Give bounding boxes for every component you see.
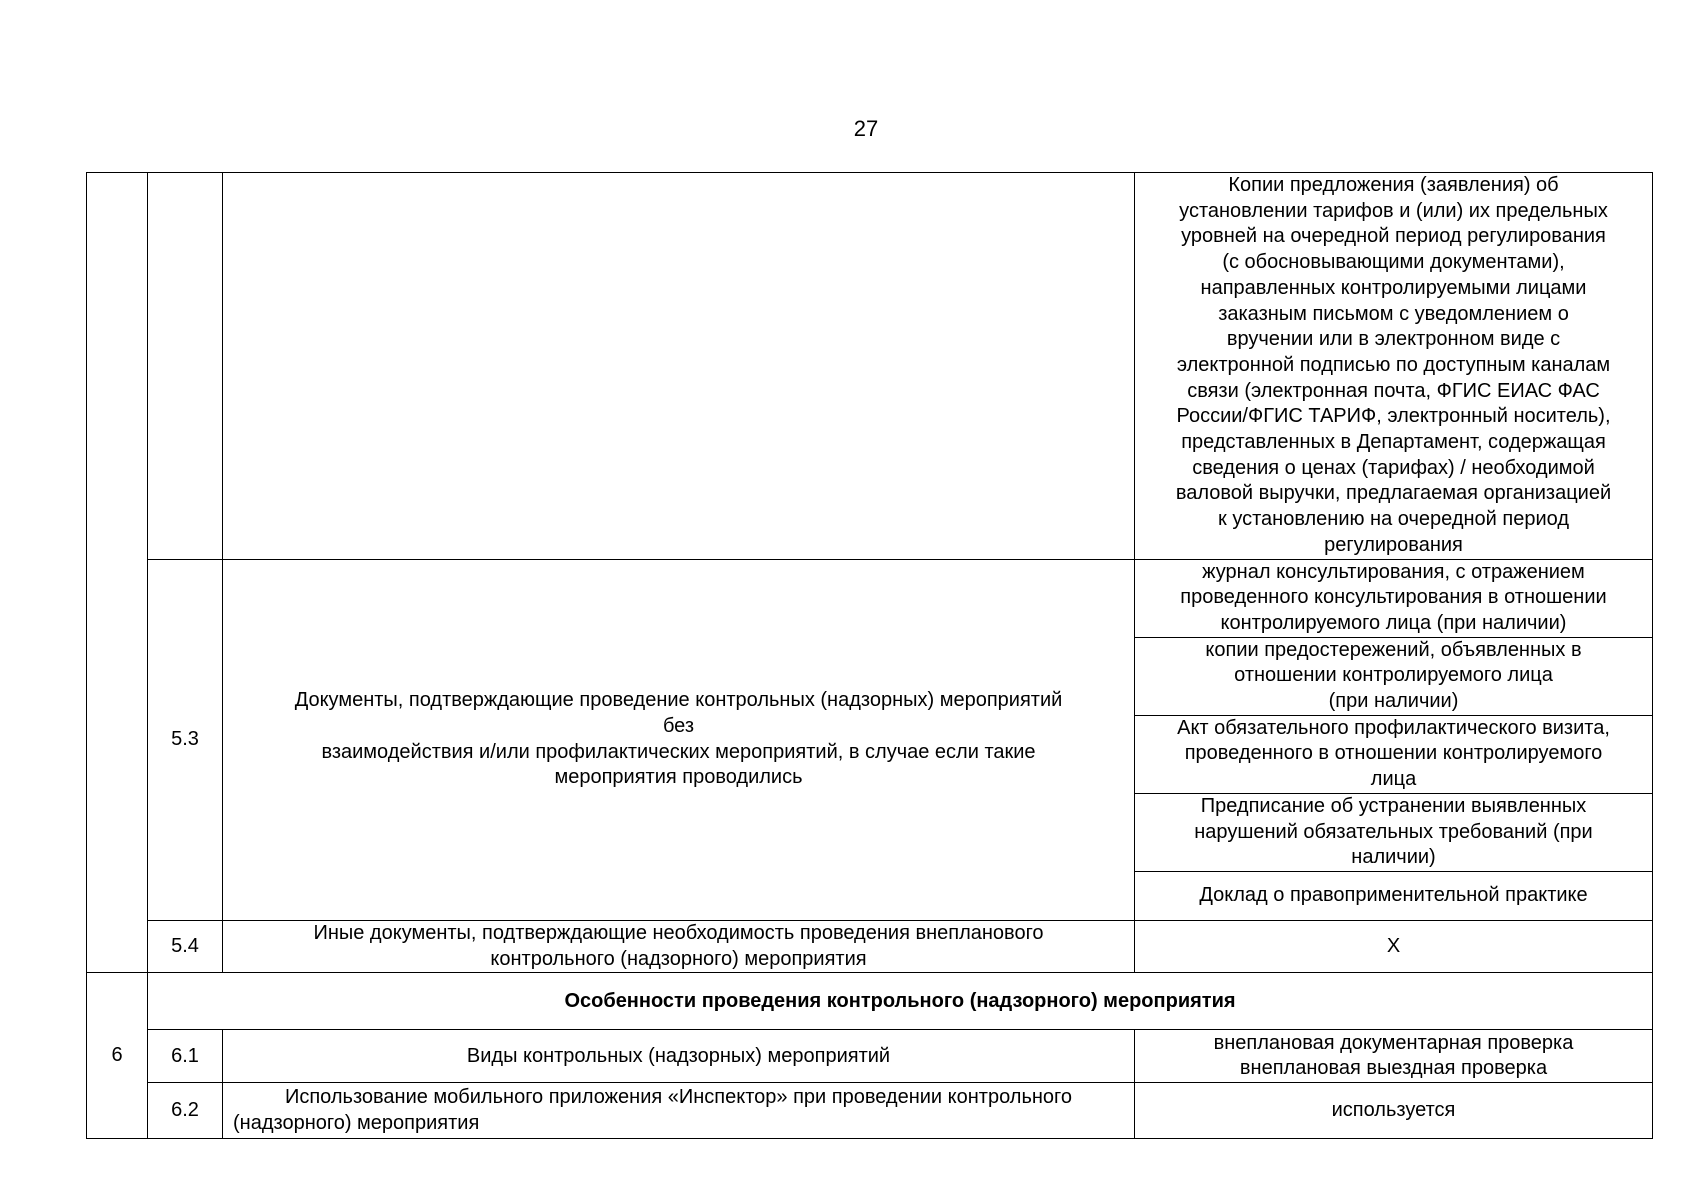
text-line: копии предостережений, объявленных в [1205,638,1582,661]
text-line: связи (электронная почта, ФГИС ЕИАС ФАС [1187,379,1600,402]
text-line: Доклад о правоприменительной практике [1199,884,1588,907]
item-number-cell [148,173,223,560]
item-description-cell [223,173,1135,560]
text-line: проведенного консультирования в отношении [1180,586,1607,609]
text-line: внеплановая выездная проверка [1239,1057,1548,1080]
section-number-cell [87,173,148,973]
text-line: уровней на очередной период регулирования [1181,225,1606,248]
text-line: к установлению на очередной период [1218,508,1569,531]
document-cell [1135,715,1653,793]
item-description-cell [223,920,1135,972]
item-description-cell: Использование мобильного приложения «Инспектор» при проведении контрольного (надзорного) мероприятия [223,1083,1135,1139]
text-line: проведенного в отношении контролируемого [1184,742,1603,765]
text-line: взаимодействия и/или профилактических мероприятий, в случае если такие [321,740,1036,763]
text-line: регулирования [1324,533,1463,556]
document-cell: используется [1135,1083,1653,1139]
text-line: наличии) [1351,846,1436,869]
document-cell: Х [1135,920,1653,972]
page-number: 27 [853,116,879,141]
document-cell [1135,173,1653,560]
table-row [87,173,1653,560]
section-number-cell: 6 [87,973,148,1139]
text-line: Акт обязательного профилактического визита, [1177,716,1610,739]
table-row [87,1030,1653,1083]
item-number-cell: 5.4 [148,920,223,972]
text-line: нарушений обязательных требований (при [1194,820,1593,843]
text-line: Предписание об устранении выявленных [1200,794,1587,817]
text-line: направленных контролируемыми лицами [1200,276,1587,299]
text-line: сведения о ценах (тарифах) / необходимой [1192,456,1595,479]
text-line: электронной подписью по доступным каналам [1176,353,1611,376]
item-number-cell: 6.1 [148,1030,223,1083]
document-cell [1135,637,1653,715]
text-line: Иные документы, подтверждающие необходимость проведения внепланового [313,921,1044,944]
text-line: журнал консультирования, с отражением [1202,560,1585,583]
text-line: отношении контролируемого лица [1234,664,1553,687]
table-row [87,559,1653,637]
table-row [87,1083,1653,1139]
section-heading: Особенности проведения контрольного (надзорного) мероприятия [148,973,1653,1030]
text-line: Документы, подтверждающие проведение контрольных (надзорных) мероприятий [294,689,1063,712]
text-line: (с обосновывающими документами), [1222,251,1565,274]
item-description-cell: Виды контрольных (надзорных) мероприятий [223,1030,1135,1083]
text-line: представленных в Департамент, содержащая [1181,431,1606,454]
text-line: России/ФГИС ТАРИФ, электронный носитель), [1176,405,1611,428]
item-number-cell: 6.2 [148,1083,223,1139]
document-cell [1135,793,1653,871]
text-line: установлении тарифов и (или) их предельных [1179,199,1608,222]
item-description-cell [223,559,1135,920]
requirements-table [86,172,1653,1139]
text-line: внеплановая документарная проверка [1213,1031,1574,1054]
text-line: контролируемого лица (при наличии) [1220,611,1567,634]
document-cell [1135,871,1653,920]
text-line: без [662,715,695,738]
document-cell [1135,1030,1653,1083]
text-line: контрольного (надзорного) мероприятия [490,947,867,970]
text-line: вручении или в электронном виде с [1226,328,1561,351]
item-number-cell: 5.3 [148,559,223,920]
text-line: лица [1370,768,1417,791]
text-line: Копии предложения (заявления) об [1228,174,1559,196]
text-line: мероприятия проводились [554,766,803,789]
text-line: заказным письмом с уведомлением о [1218,302,1569,325]
table-row [87,920,1653,972]
text-line: валовой выручки, предлагаемая организацией [1175,482,1612,505]
text-line: (при наличии) [1328,690,1459,713]
document-cell [1135,559,1653,637]
table-row [87,973,1653,1030]
